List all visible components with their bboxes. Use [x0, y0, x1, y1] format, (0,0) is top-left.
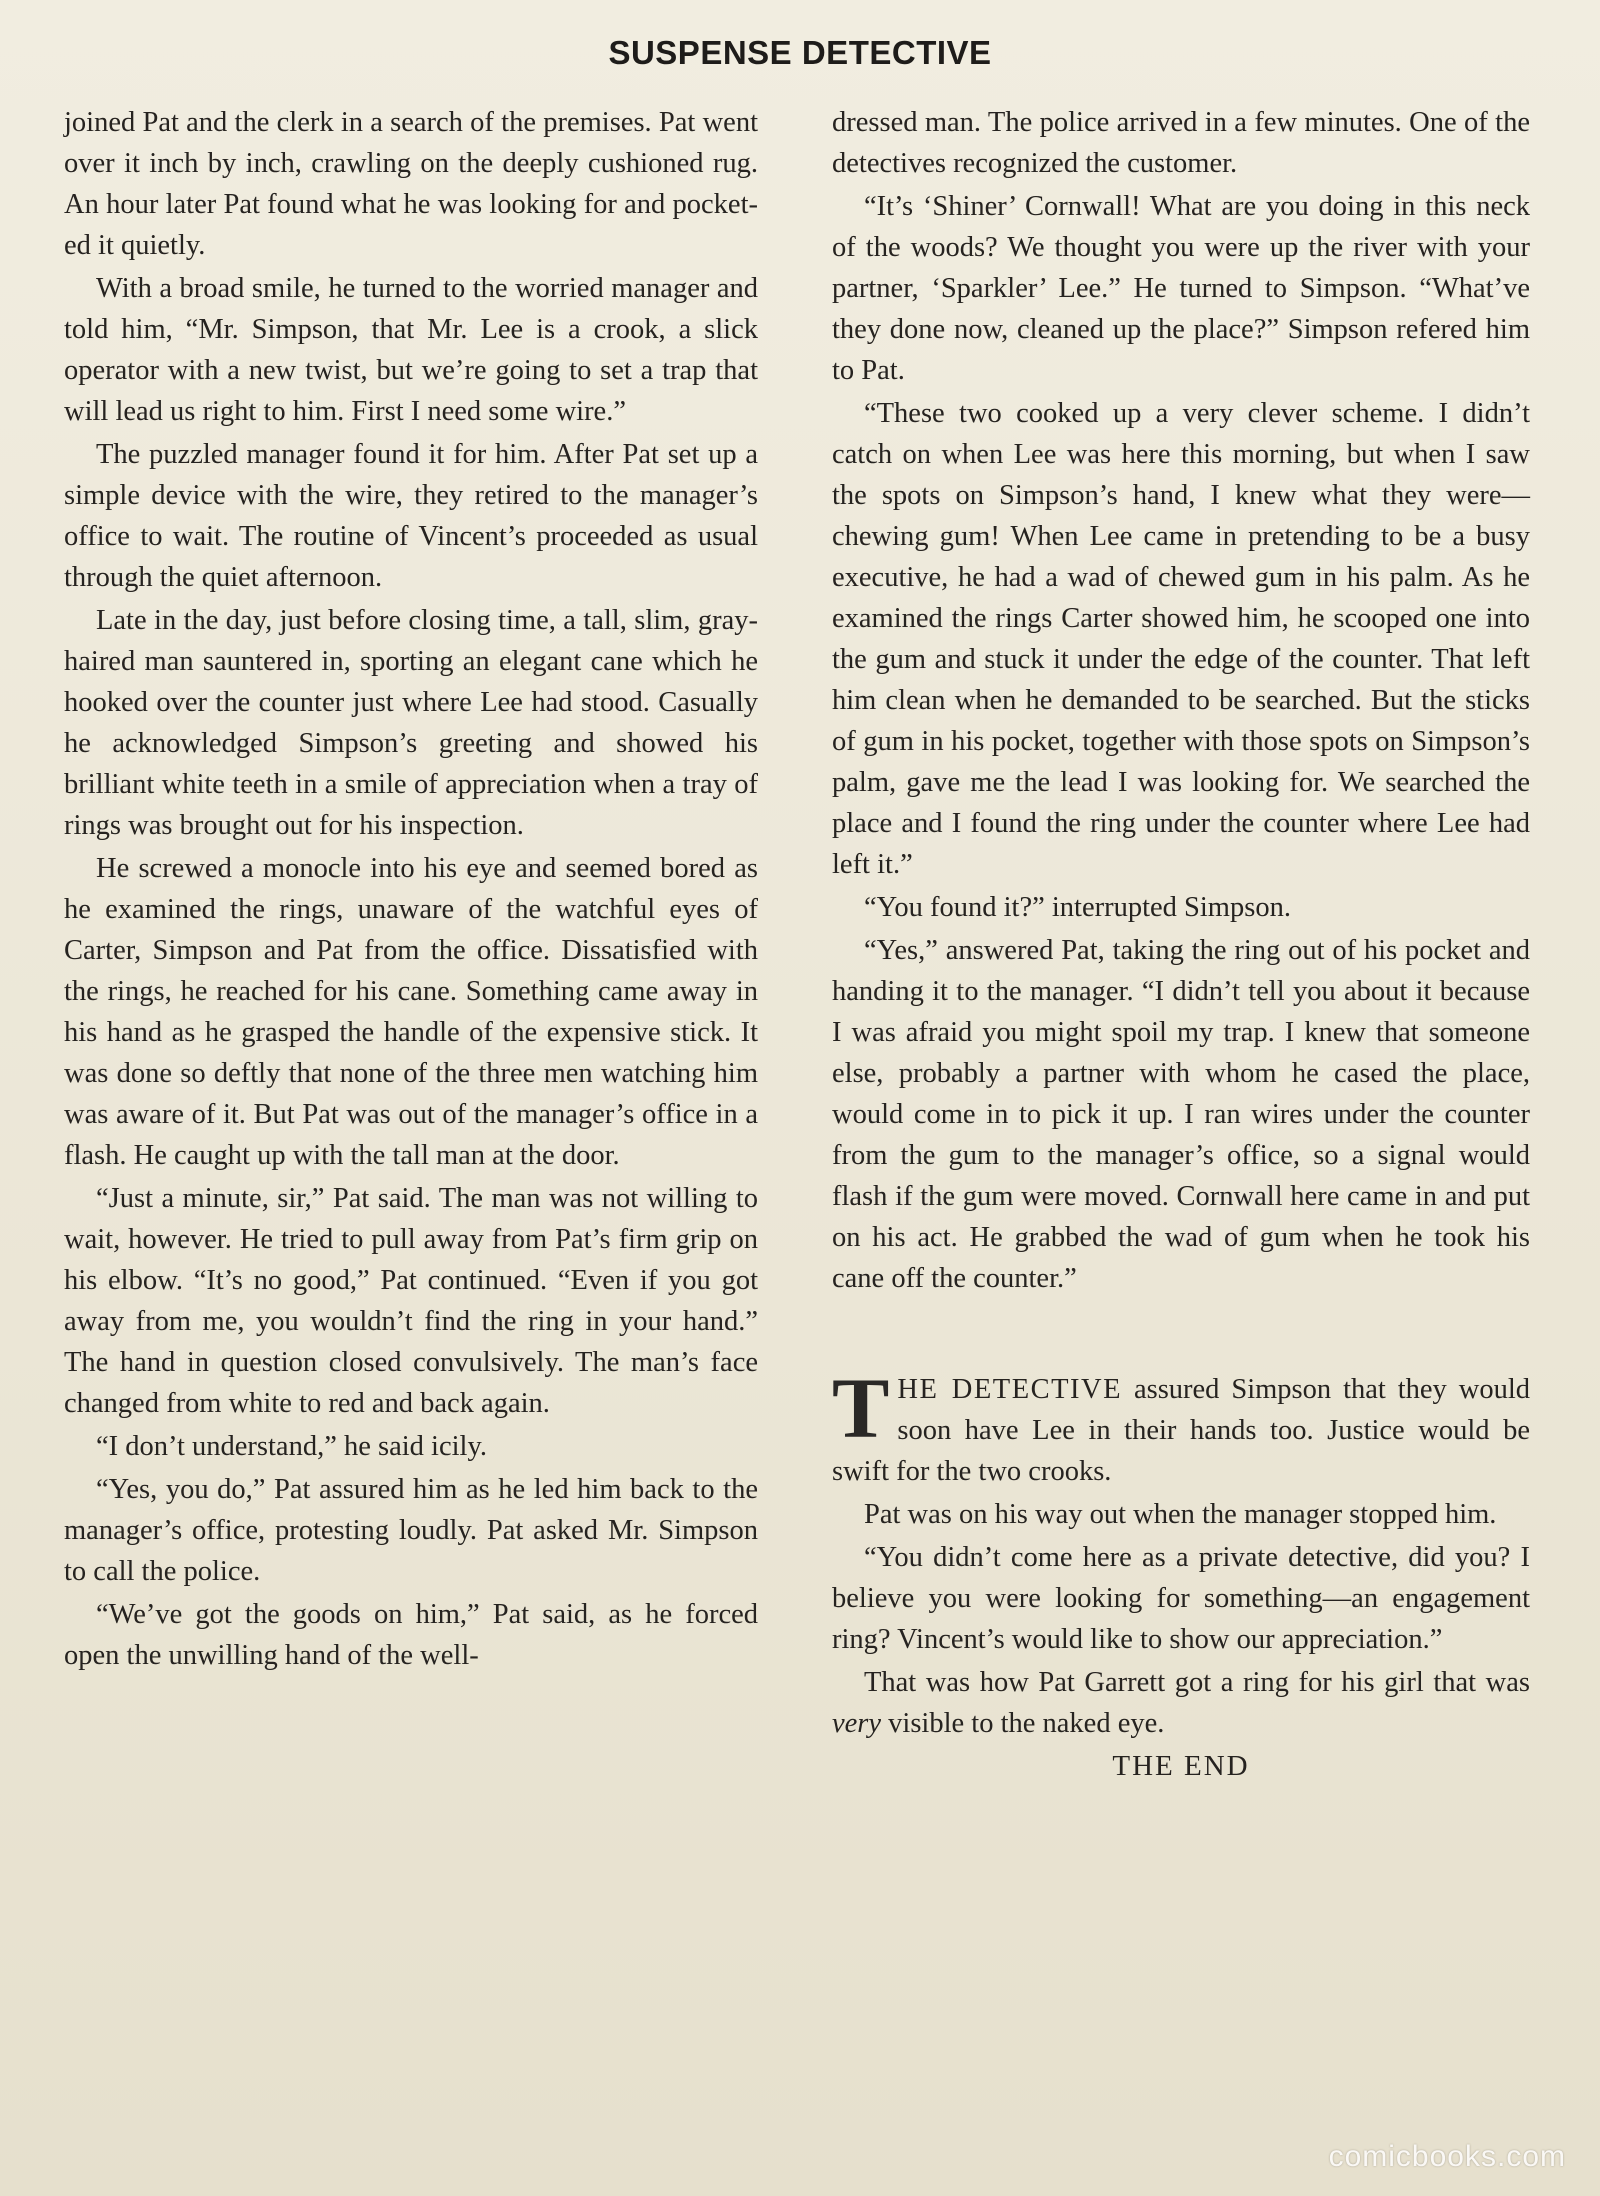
- paragraph: joined Pat and the clerk in a search of the premises. Pat went over it inch by inch, crawling on the deeply cushioned rug. An hour later Pat found what he was looking for and pocketed it quietly.: [64, 107, 758, 261]
- final-paragraph-end: visible to the naked eye.: [881, 1708, 1165, 1739]
- paragraph: “Just a minute, sir,” Pat said. The man was not willing to wait, however. He tried to pull away from Pat’s firm grip on his elbow. “It’s no good,” Pat continued. “Even if you got away from me, you wouldn’t find the ring in your hand.” The hand in question closed convulsively. The man’s face changed from white to red and back again.: [64, 1183, 758, 1419]
- paragraph: He screwed a monocle into his eye and seemed bored as he examined the rings, unaware of the watchful eyes of Carter, Simpson and Pat from the office. Dissatisfied with the rings, he reached for his cane. Something came away in his hand as he grasped the handle of the expensive stick. It was done so deftly that none of the three men watching him was aware of it. But Pat was out of the manager’s office in a flash. He caught up with the tall man at the door.: [64, 853, 758, 1171]
- paragraph: “Yes, you do,” Pat assured him as he led him back to the manager’s office, protesting loudly. Pat asked Mr. Simpson to call the police.: [64, 1474, 758, 1587]
- paragraph: With a broad smile, he turned to the worried manager and told him, “Mr. Simpson, that Mr. Lee is a crook, a slick operator with a new twist, but we’re going to set a trap that will lead us right to him. First I need some wire.”: [64, 273, 758, 427]
- lead-caps: HE DETECTIVE: [897, 1374, 1123, 1405]
- section-lead-paragraph: [832, 1360, 1530, 1492]
- paragraph: “You didn’t come here as a private detective, did you? I believe you were looking for something—an engagement ring? Vincent’s would like to show our appreciation.”: [832, 1542, 1530, 1655]
- paragraph: dressed man. The police arrived in a few minutes. One of the detectives recognized the customer.: [832, 107, 1530, 179]
- the-end-label: THE END: [1112, 1750, 1250, 1782]
- paragraph: “We’ve got the goods on him,” Pat said, as he forced open the unwilling hand of the well-: [64, 1599, 758, 1671]
- right-column: [832, 102, 1530, 1787]
- paragraph: “Yes,” answered Pat, taking the ring out of his pocket and handing it to the manager. “I didn’t tell you about it because I was afraid you might spoil my trap. I knew that someone else, probably a partner with whom he cased the place, would come in to pick it up. I ran wires under the counter from the gum to the manager’s office, so a signal would flash if the gum were moved. Cornwall here came in and put on his act. He grabbed the wad of gum when he took his cane off the counter.”: [832, 935, 1530, 1294]
- paragraph: The puzzled manager found it for him. After Pat set up a simple device with the wire, they retired to the manager’s office to wait. The routine of Vincent’s proceeded as usual through the quiet afternoon.: [64, 439, 758, 593]
- page-header: SUSPENSE DETECTIVE: [608, 34, 992, 71]
- section-break: [832, 1301, 1530, 1369]
- left-column: [64, 102, 758, 1678]
- paragraph: “These two cooked up a very clever scheme. I didn’t catch on when Lee was here this morning, but when I saw the spots on Simpson’s hand, I knew what they were—chewing gum! When Lee came in pretending to be a busy executive, he had a wad of chewed gum in his palm. As he examined the rings Carter showed him, he scooped one into the gum and stuck it under the edge of the counter. That left him clean when he demanded to be searched. But the sticks of gum in his pocket, together with those spots on Simpson’s palm, gave me the lead I was looking for. We searched the place and I found the ring under the counter where Lee had left it.”: [832, 398, 1530, 880]
- final-paragraph-start: That was how Pat Garrett got a ring for his girl that was: [864, 1667, 1530, 1698]
- paragraph: “It’s ‘Shiner’ Cornwall! What are you doing in this neck of the woods? We thought you were up the river with your partner, ‘Sparkler’ Lee.” He turned to Simpson. “What’ve they done now, cleaned up the place?” Simpson refered him to Pat.: [832, 191, 1530, 386]
- final-paragraph: [832, 1662, 1530, 1744]
- paragraph: Late in the day, just before closing time, a tall, slim, gray-haired man sauntered in, sporting an elegant cane which he hooked over the counter just where Lee had stood. Casually he acknowledged Simpson’s greeting and showed his brilliant white teeth in a smile of appreciation when a tray of rings was brought out for his inspection.: [64, 605, 758, 841]
- paragraph: “You found it?” interrupted Simpson.: [864, 892, 1291, 923]
- lead-paragraph-text: assured Simpson that they would soon have Lee in their hands too. Justice would be swift for the two crooks.: [832, 1374, 1530, 1487]
- watermark: comicbooks.com: [1328, 2140, 1566, 2173]
- emphasis-word: very: [832, 1708, 882, 1739]
- drop-cap: T: [832, 1360, 890, 1456]
- paragraph: Pat was on his way out when the manager stopped him.: [864, 1499, 1497, 1530]
- paragraph: “I don’t understand,” he said icily.: [96, 1431, 487, 1462]
